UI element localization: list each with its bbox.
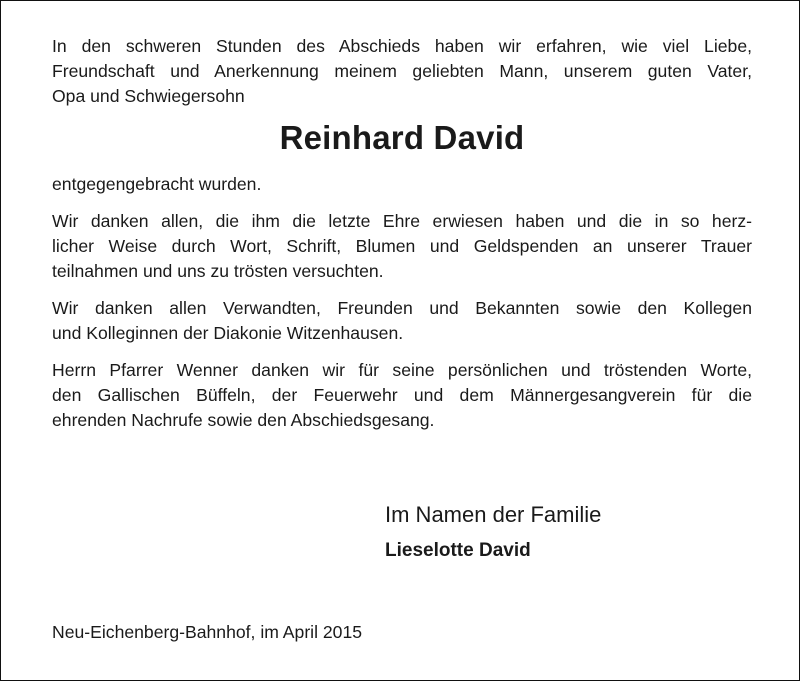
signature-block	[385, 500, 601, 566]
thanks-all-paragraph	[52, 209, 752, 284]
thanks-pastor-line-1: Herrn Pfarrer Wenner danken wir für seine persönlichen und tröstenden Worte,	[52, 360, 752, 380]
notice-body	[52, 34, 752, 433]
thanks-all-line-2: licher Weise durch Wort, Schrift, Blumen und Geldspenden an unserer Trauer	[52, 236, 752, 256]
on-behalf-text: Im Namen der Familie	[385, 502, 602, 527]
after-name-line: entgegengebracht wurden.	[52, 174, 262, 194]
thanks-relatives-paragraph	[52, 296, 752, 346]
intro-line-3: Opa und Schwiegersohn	[52, 86, 245, 106]
deceased-name: Reinhard David	[279, 119, 525, 156]
thanks-all-line-3: teilnahmen und uns zu trösten versuchten.	[52, 261, 384, 281]
thanks-all-line-1: Wir danken allen, die ihm die letzte Ehre erwiesen haben und die in so herz-	[52, 211, 752, 231]
intro-line-1: In den schweren Stunden des Abschieds haben wir erfahren, wie viel Liebe,	[52, 36, 752, 56]
thanks-pastor-line-2: den Gallischen Büffeln, der Feuerwehr und dem Männergesangverein für die	[52, 385, 752, 405]
thanks-relatives-line-1: Wir danken allen Verwandten, Freunden und Bekannten sowie den Kollegen	[52, 298, 752, 318]
signatory-name: Lieselotte David	[385, 540, 531, 561]
after-name-text	[52, 172, 752, 197]
thanks-pastor-line-3: ehrenden Nachrufe sowie den Abschiedsgesang.	[52, 410, 435, 430]
thanks-pastor-paragraph	[52, 358, 752, 433]
place-date: Neu-Eichenberg-Bahnhof, im April 2015	[52, 622, 363, 642]
thanks-relatives-line-2: und Kolleginnen der Diakonie Witzenhausen.	[52, 323, 404, 343]
intro-line-2: Freundschaft und Anerkennung meinem geliebten Mann, unserem guten Vater,	[52, 61, 752, 81]
intro-paragraph	[52, 34, 752, 109]
